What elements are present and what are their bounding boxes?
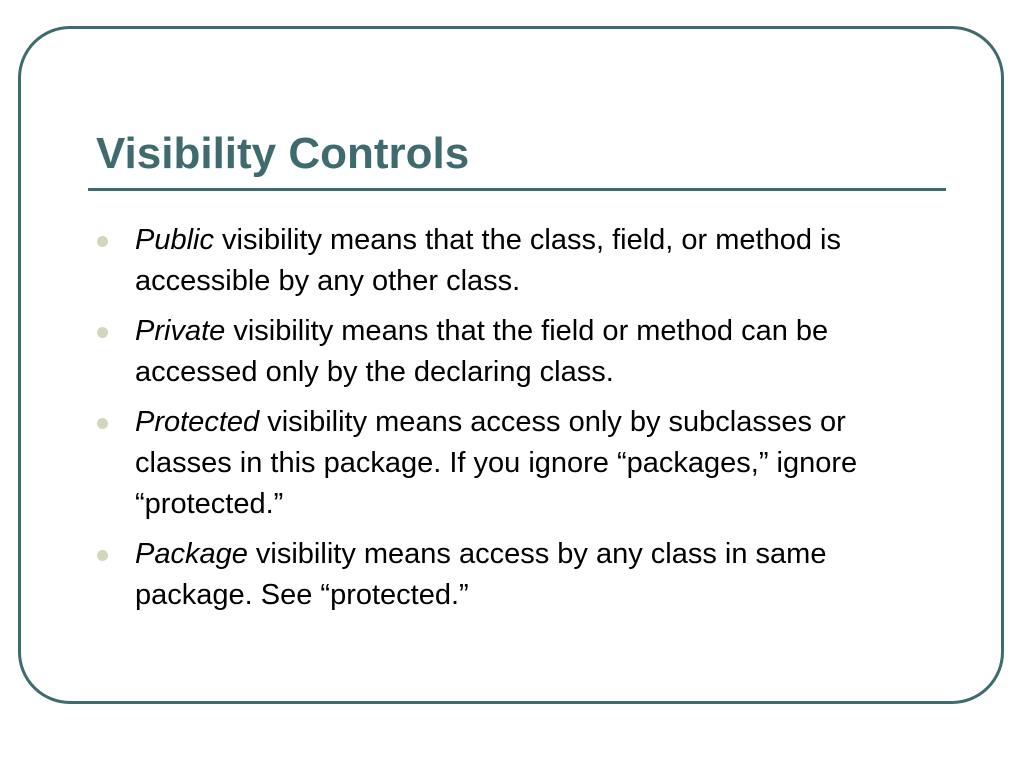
bullet-term: Public bbox=[135, 224, 214, 256]
bullet-dot-icon bbox=[97, 550, 108, 561]
title-divider bbox=[88, 188, 946, 191]
bullet-item-private bbox=[96, 311, 946, 393]
bullet-item-public bbox=[96, 220, 946, 302]
bullet-item-package bbox=[96, 534, 946, 616]
bullet-text: visibility means access by any class in same package. See “protected.” bbox=[135, 538, 827, 611]
bullet-item-protected bbox=[96, 402, 946, 525]
bullet-text: visibility means that the field or method can be accessed only by the declaring class. bbox=[135, 315, 829, 388]
bullet-term: Private bbox=[135, 315, 226, 347]
bullet-text: visibility means access only by subclasses or classes in this package. If you ignore “packages,” ignore “protected.” bbox=[135, 406, 858, 520]
slide-title: Visibility Controls bbox=[96, 129, 470, 178]
bullet-list bbox=[96, 220, 946, 625]
bullet-dot-icon bbox=[97, 236, 108, 247]
bullet-term: Package bbox=[135, 538, 248, 570]
bullet-dot-icon bbox=[97, 418, 108, 429]
bullet-term: Protected bbox=[135, 406, 260, 438]
bullet-dot-icon bbox=[97, 327, 108, 338]
bullet-text: visibility means that the class, field, or method is accessible by any other class. bbox=[135, 224, 841, 297]
